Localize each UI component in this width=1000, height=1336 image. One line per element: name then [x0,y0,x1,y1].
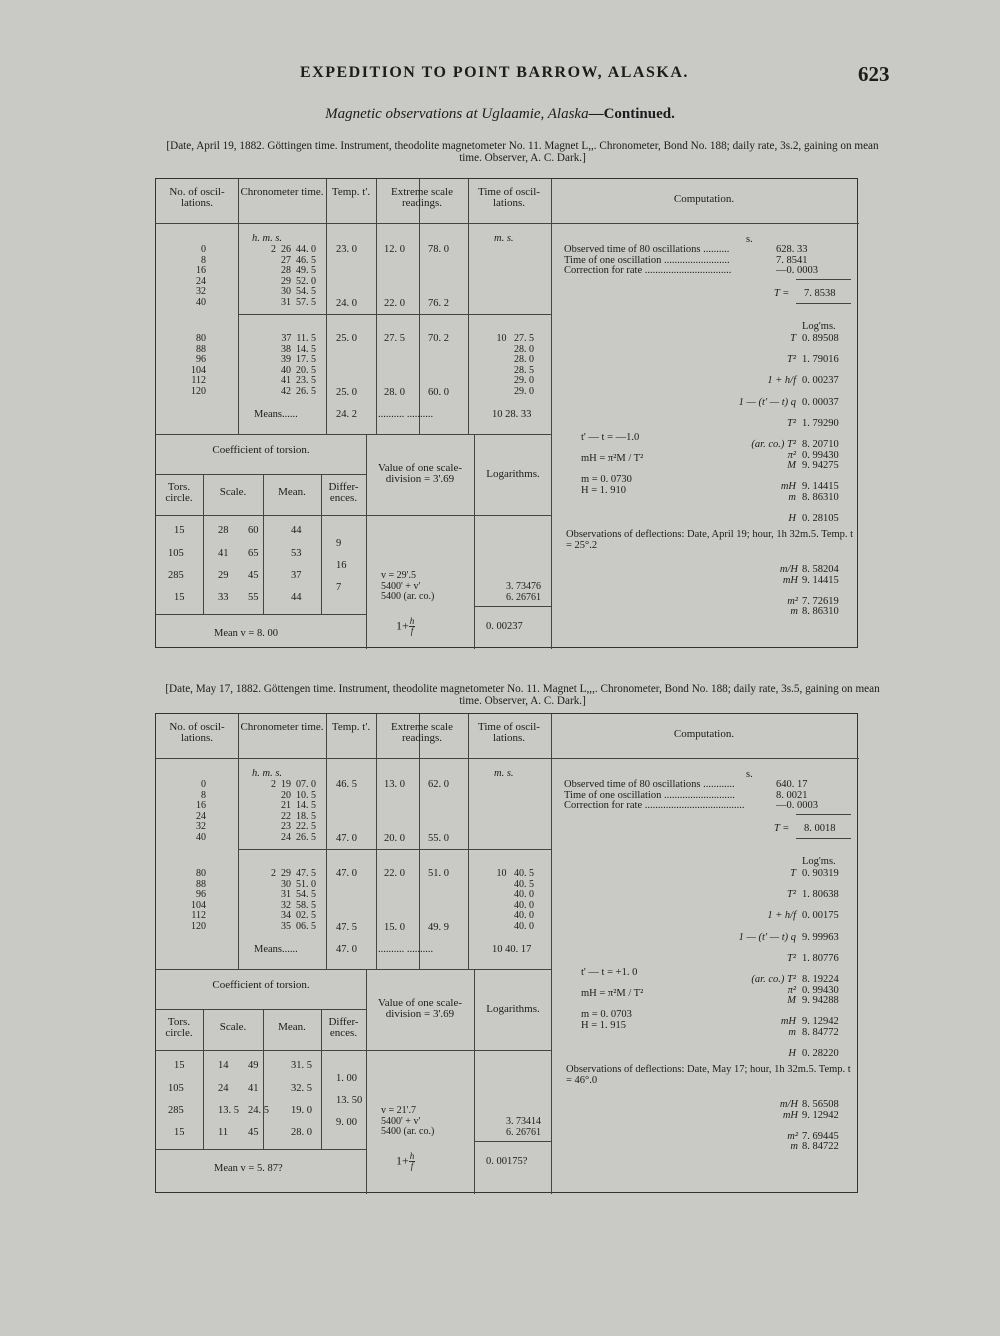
extreme-low: 12. 0 [384,244,405,255]
observed-unit: s. [746,769,753,780]
column-rule [551,714,552,1194]
column-rule [419,179,420,434]
torsion-subhead-rule [156,1009,366,1010]
subtitle-rest: —Continued. [588,106,675,122]
subtitle-italic: Magnetic observations at Uglaamie, Alaska [325,106,589,122]
obs-rule [796,279,851,280]
temp-value: 25. 0 [336,333,357,344]
mean-v: Mean v = 8. 00 [214,628,278,639]
extreme-low: 28. 0 [384,387,405,398]
tors-value: 15 [174,592,185,603]
temp-value: 23. 0 [336,244,357,255]
scale-a: 33 [218,592,229,603]
scale-a: 11 [218,1127,229,1138]
T-label: T = [774,288,790,299]
temp-value: 47. 0 [336,868,357,879]
obs-rule [796,814,851,815]
ms-label: m. s. [494,768,514,779]
torsion-difference: 9 [336,538,342,549]
header-temp: Temp. t'. [331,721,371,733]
deflection-values: 8. 56508 9. 12942 7. 69445 8. 84722 [802,1099,839,1153]
running-title: EXPEDITION TO POINT BARROW, ALASKA. [300,64,689,81]
scale-b: 55 [248,592,259,603]
header-rule [156,223,859,224]
header-oscillations: No. of oscil- lations. [169,186,225,209]
T-value: 7. 8538 [804,288,836,299]
scale-head: Scale. [219,1021,247,1033]
section-rule [156,969,551,970]
group-rule [238,314,551,315]
extreme-high: 78. 0 [428,244,449,255]
T-rule [796,838,851,839]
oscillations-second: 80 88 96 104 112 120 [191,333,206,397]
ms-label: m. s. [494,233,514,244]
temp-value: 46. 5 [336,779,357,790]
block2-date-note: [Date, May 17, 1882. Göttengen time. Instrument, theodolite magnetometer No. 11. Magnet L,,,. Chronometer, Bond No. 188; daily rate, 3s.5, gaining on mean time. Observer, A. C. Dark.] [165,683,880,707]
log-hf: 0. 00175? [486,1156,528,1167]
column-rule [366,969,367,1194]
one-plus: 1+ [396,1153,409,1168]
page-header [0,64,1000,90]
header-extreme: Extreme scale readings. [391,186,453,209]
log-head: Log'ms. [802,856,836,867]
deflection-values: 8. 58204 9. 14415 7. 72619 8. 86310 [802,564,839,618]
one-plus-h-over-f [396,1152,415,1171]
header-computation: Computation. [673,193,735,205]
tors-value: 285 [168,1105,184,1116]
T-rule [796,303,851,304]
v-lines: v = 29'.5 5400' + v' 5400 (ar. co.) [381,570,435,603]
header-chronometer: Chronometer time. [240,721,324,733]
column-rule [376,179,377,434]
time-osc-values: 10 27. 5 28. 0 28. 0 28. 5 29. 0 29. 0 [496,333,534,397]
extreme-low: 22. 0 [384,298,405,309]
extreme-low: 22. 0 [384,868,405,879]
observed-lines: Observed time of 80 oscillations ............ Time of one oscillation ........................... Correction for rate ...................................... [564,779,745,812]
logarithms-head: Logarithms. [486,1003,540,1015]
scale-b: 45 [248,570,259,581]
torsion-mean: 37 [291,570,302,581]
log-head: Log'ms. [802,321,836,332]
observed-lines: Observed time of 80 oscillations .......... Time of one oscillation ......................... Correction for rate ................................. [564,244,732,277]
column-rule [376,714,377,969]
chronometer-second: 37 11. 5 38 14. 5 39 17. 5 40 20. 5 41 23. 5 42 26. 5 [281,333,316,397]
chronometer-first: 2 26 44. 0 27 46. 5 28 49. 5 29 52. 0 30 54. 5 31 57. 5 [271,244,316,308]
torsion-difference: 13. 50 [336,1095,363,1106]
chronometer-second: 2 29 47. 5 30 51. 0 31 54. 5 32 58. 5 34 02. 5 35 06. 5 [271,868,316,932]
tors-circle-head: Tors. circle. [165,1016,193,1039]
torsion-mean-rule [156,614,366,615]
torsion-difference: 1. 00 [336,1073,357,1084]
header-temp: Temp. t'. [331,186,371,198]
temp-value: 25. 0 [336,387,357,398]
comp-labels: T T² 1 + h/f 1 — (t' — t) q T² (ar. co.) T² π² M mH m H [738,333,796,525]
scale-a: 28 [218,525,229,536]
mean-head: Mean. [278,486,306,498]
temp-value: 47. 0 [336,833,357,844]
page-number: 623 [858,62,890,86]
column-rule [474,434,475,649]
page-subtitle [0,106,1000,123]
scale-a: 24 [218,1083,229,1094]
column-rule [238,714,239,969]
torsion-mean: 44 [291,592,302,603]
scale-b: 45 [248,1127,259,1138]
fraction-numerator: h [409,616,415,626]
torsion-difference: 7 [336,582,342,593]
time-osc-values: 10 40. 5 40. 5 40. 0 40. 0 40. 0 40. 0 [496,868,534,932]
column-rule [468,179,469,434]
extreme-low: 13. 0 [384,779,405,790]
tors-value: 15 [174,1060,185,1071]
section-rule [156,434,551,435]
block2-table [155,713,858,1193]
deflection-labels: m/H mH m² m [779,564,798,618]
torsion-mean: 19. 0 [291,1105,312,1116]
mean-v: Mean v = 5. 87? [214,1163,283,1174]
tors-value: 15 [174,525,185,536]
hms-label: h. m. s. [252,233,283,244]
h-over-f [409,617,416,636]
block1-table [155,178,858,648]
torsion-mean: 44 [291,525,302,536]
tors-value: 105 [168,1083,184,1094]
torsion-mean-rule [156,1149,366,1150]
comp-values: 0. 89508 1. 79016 0. 00237 0. 00037 1. 79290 8. 20710 0. 99430 9. 94275 9. 14415 8. 86310 0. 28105 [802,333,839,525]
column-rule [551,179,552,649]
h-over-f [409,1152,416,1171]
means-extreme: .......... .......... [378,409,434,420]
means-label: Means...... [254,409,298,420]
scale-a: 41 [218,548,229,559]
extreme-low: 15. 0 [384,922,405,933]
torsion-mean: 32. 5 [291,1083,312,1094]
column-rule [238,179,239,434]
torsion-header-rule [156,1050,551,1051]
group-rule [238,849,551,850]
header-oscillations: No. of oscil- lations. [169,721,225,744]
torsion-difference: 16 [336,560,347,571]
extreme-high: 49. 9 [428,922,449,933]
means-temp: 24. 2 [336,409,357,420]
extreme-high: 62. 0 [428,779,449,790]
log-rule [474,606,551,607]
scale-head: Scale. [219,486,247,498]
scale-b: 24. 5 [248,1105,269,1116]
comp-labels: T T² 1 + h/f 1 — (t' — t) q T² (ar. co.) T² π² M mH m H [738,868,796,1060]
extreme-high: 51. 0 [428,868,449,879]
scale-a: 14 [218,1060,229,1071]
oscillations-first: 0 8 16 24 32 40 [196,244,206,308]
means-label: Means...... [254,944,298,955]
extreme-low: 20. 0 [384,833,405,844]
v-lines: v = 21'.7 5400' + v' 5400 (ar. co.) [381,1105,435,1138]
left-formulas: t' — t = +1. 0 mH = π²M / T² m = 0. 0703 H = 1. 915 [581,967,644,1031]
scale-b: 60 [248,525,259,536]
log-rule [474,1141,551,1142]
extreme-high: 76. 2 [428,298,449,309]
log-values: 3. 73476 6. 26761 [506,581,541,603]
extreme-low: 27. 5 [384,333,405,344]
scale-b: 49 [248,1060,259,1071]
extreme-high: 60. 0 [428,387,449,398]
scale-b: 41 [248,1083,259,1094]
observed-values: 640. 17 8. 0021 —0. 0003 [776,779,818,812]
torsion-mean: 31. 5 [291,1060,312,1071]
torsion-mean: 28. 0 [291,1127,312,1138]
T-label: T = [774,823,790,834]
header-extreme: Extreme scale readings. [391,721,453,744]
scale-value-head: Value of one scale- division = 3'.69 [378,462,462,485]
mean-head: Mean. [278,1021,306,1033]
tors-value: 285 [168,570,184,581]
header-time-osc: Time of oscil- lations. [478,186,540,209]
fraction-denominator: f [410,1161,414,1171]
chronometer-first: 2 19 07. 0 20 10. 5 21 14. 5 22 18. 5 23 22. 5 24 26. 5 [271,779,316,843]
extreme-high: 70. 2 [428,333,449,344]
logarithms-head: Logarithms. [486,468,540,480]
log-values: 3. 73414 6. 26761 [506,1116,541,1138]
deflection-note: Observations of deflections: Date, May 17; hour, 1h 32m.5. Temp. t = 46°.0 [566,1064,851,1086]
column-rule [468,714,469,969]
column-rule [366,434,367,649]
deflection-note: Observations of deflections: Date, April 19; hour, 1h 32m.5. Temp. t = 25°.2 [566,529,854,551]
oscillations-second: 80 88 96 104 112 120 [191,868,206,932]
T-value: 8. 0018 [804,823,836,834]
differences-head: Differ- ences. [328,481,359,504]
header-time-osc: Time of oscil- lations. [478,721,540,744]
temp-value: 47. 5 [336,922,357,933]
tors-value: 15 [174,1127,185,1138]
torsion-subhead-rule [156,474,366,475]
column-rule [326,714,327,969]
hms-label: h. m. s. [252,768,283,779]
coef-torsion-title: Coefficient of torsion. [212,444,310,456]
column-rule [474,969,475,1194]
one-plus: 1+ [396,618,409,633]
one-plus-h-over-f [396,617,415,636]
means-extreme: .......... .......... [378,944,434,955]
header-chronometer: Chronometer time. [240,186,324,198]
torsion-difference: 9. 00 [336,1117,357,1128]
oscillations-first: 0 8 16 24 32 40 [196,779,206,843]
means-time-osc: 10 28. 33 [492,409,532,420]
header-rule [156,758,859,759]
observed-values: 628. 33 7. 8541 —0. 0003 [776,244,818,277]
scale-a: 29 [218,570,229,581]
tors-circle-head: Tors. circle. [165,481,193,504]
deflection-labels: m/H mH m² m [779,1099,798,1153]
tors-value: 105 [168,548,184,559]
torsion-header-rule [156,515,551,516]
fraction-numerator: h [409,1151,415,1161]
differences-head: Differ- ences. [328,1016,359,1039]
column-rule [419,714,420,969]
log-hf: 0. 00237 [486,621,523,632]
observed-unit: s. [746,234,753,245]
means-temp: 47. 0 [336,944,357,955]
block1-date-note: [Date, April 19, 1882. Göttingen time. Instrument, theodolite magnetometer No. 11. Magnet L,,. Chronometer, Bond No. 188; daily rate, 3s.2, gaining on mean time. Observer, A. C. Dark.] [166,140,879,164]
fraction-denominator: f [410,626,414,636]
extreme-high: 55. 0 [428,833,449,844]
comp-values: 0. 90319 1. 80638 0. 00175 9. 99963 1. 80776 8. 19224 0. 99430 9. 94288 9. 12942 8. 84772 0. 28220 [802,868,839,1060]
scale-a: 13. 5 [218,1105,239,1116]
left-formulas: t' — t = —1.0 mH = π²M / T² m = 0. 0730 H = 1. 910 [581,432,644,496]
scale-value-head: Value of one scale- division = 3'.69 [378,997,462,1020]
scale-b: 65 [248,548,259,559]
header-computation: Computation. [673,728,735,740]
temp-value: 24. 0 [336,298,357,309]
means-time-osc: 10 40. 17 [492,944,532,955]
coef-torsion-title: Coefficient of torsion. [212,979,310,991]
column-rule [326,179,327,434]
torsion-mean: 53 [291,548,302,559]
